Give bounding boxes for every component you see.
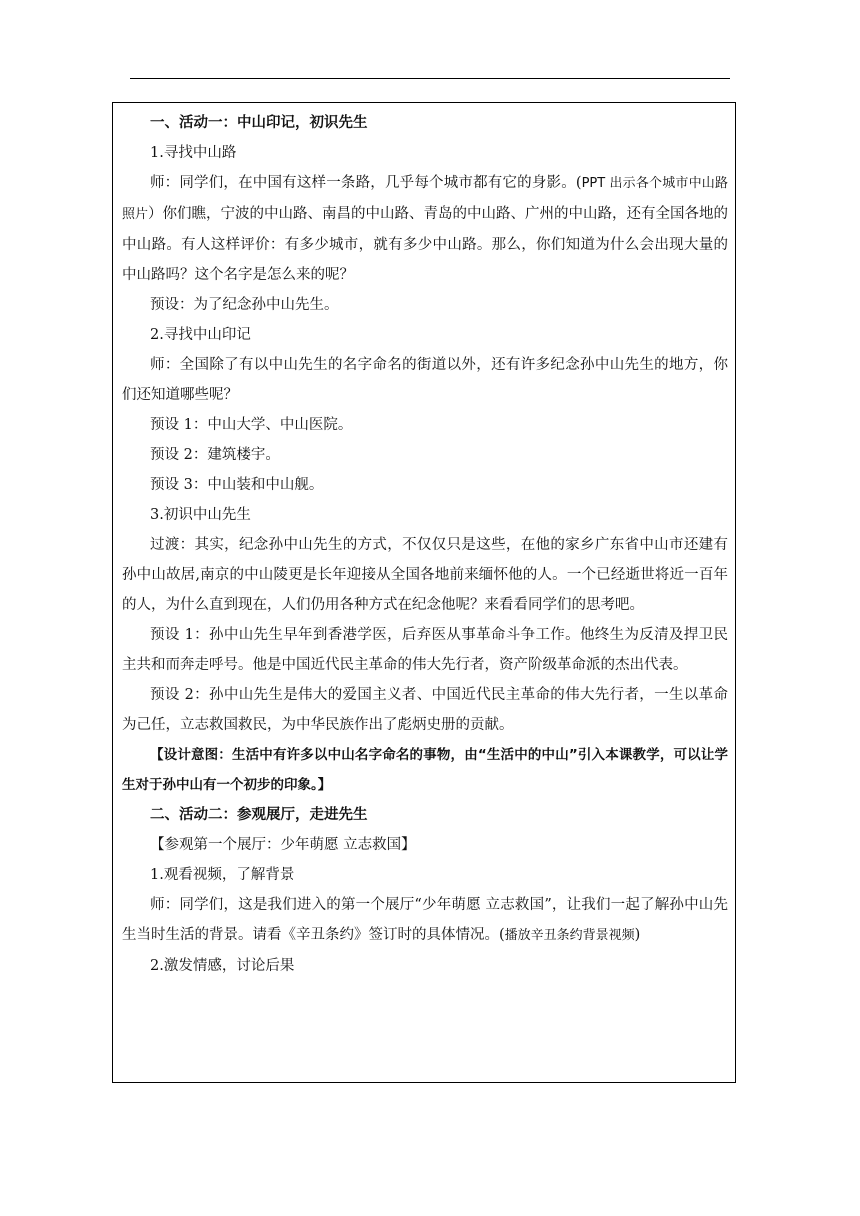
teacher-roads-rest: ）你们瞧，宁波的中山路、南昌的中山路、青岛的中山路、广州的中山路，还有全国各地的中山路。有人这样评价：有多少城市，就有多少中山路。那么，你们知道为什么会出现大量的中山路吗？这个名字是怎么来的呢？ — [122, 206, 729, 283]
hall-one-title: 【参观第一个展厅：少年萌愿 立志救国】 — [150, 837, 416, 853]
activity-two-heading: 二、活动二：参观展厅，走进先生 — [150, 806, 368, 823]
section-meet-sun: 3.初识中山先生 — [150, 507, 251, 523]
section-find-marks: 2.寻找中山印记 — [150, 327, 251, 343]
preset-commemorate: 预设：为了纪念孙中山先生。 — [150, 297, 339, 313]
step-watch-video: 1.观看视频，了解背景 — [150, 867, 295, 883]
teacher-paragraph-hall — [122, 890, 728, 951]
preset-three-suit-ship: 预设 3：中山装和中山舰。 — [150, 477, 324, 493]
header-rule — [130, 78, 730, 79]
video-note-close: ) — [634, 927, 641, 943]
teacher-paragraph-roads — [122, 168, 728, 290]
teacher-roads-lead: 师：同学们，在中国有这样一条路，几乎每个城市都有它的身影。( — [150, 175, 582, 191]
teacher-hall-text: 师：同学们，这是我们进入的第一个展厅“少年萌愿 立志救国”，让我们一起了解孙中山先生当时生活的背景。请看《辛丑条约》签订时的具体情况。( — [122, 897, 728, 943]
preset-two-buildings: 预设 2：建筑楼宇。 — [150, 447, 280, 463]
design-intent: 【设计意图：生活中有许多以中山名字命名的事物，由“生活中的中山”引入本课教学，可以让学生对于孙中山有一个初步的印象。】 — [122, 747, 728, 793]
preset-one-university: 预设 1：中山大学、中山医院。 — [150, 417, 353, 433]
lesson-content — [122, 108, 728, 981]
ppt-note: PPT 出示各个城市中山路照片 — [122, 176, 728, 222]
step-discuss: 2.激发情感，讨论后果 — [150, 958, 295, 974]
section-find-zhongshan-road: 1.寻找中山路 — [150, 145, 237, 161]
teacher-paragraph-places: 师：全国除了有以中山先生的名字命名的街道以外，还有许多纪念孙中山先生的地方，你们还知道哪些呢？ — [122, 357, 728, 403]
preset-one-biography: 预设 1：孙中山先生早年到香港学医，后弃医从事革命斗争工作。他终生为反清及捍卫民主共和而奔走呼号。他是中国近代民主革命的伟大先行者，资产阶级革命派的杰出代表。 — [122, 627, 728, 673]
transition-paragraph: 过渡：其实，纪念孙中山先生的方式，不仅仅只是这些，在他的家乡广东省中山市还建有孙中山故居,南京的中山陵更是长年迎接从全国各地前来缅怀他的人。一个已经逝世将近一百年的人，为什么直到现在，人们仍用各种方式在纪念他呢？来看看同学们的思考吧。 — [122, 537, 728, 613]
activity-one-heading: 一、活动一：中山印记，初识先生 — [150, 114, 368, 131]
video-note: 播放辛丑条约背景视频 — [504, 928, 635, 943]
preset-two-patriot: 预设 2：孙中山先生是伟大的爱国主义者、中国近代民主革命的伟大先行者，一生以革命为己任，立志救国救民，为中华民族作出了彪炳史册的贡献。 — [122, 687, 728, 733]
